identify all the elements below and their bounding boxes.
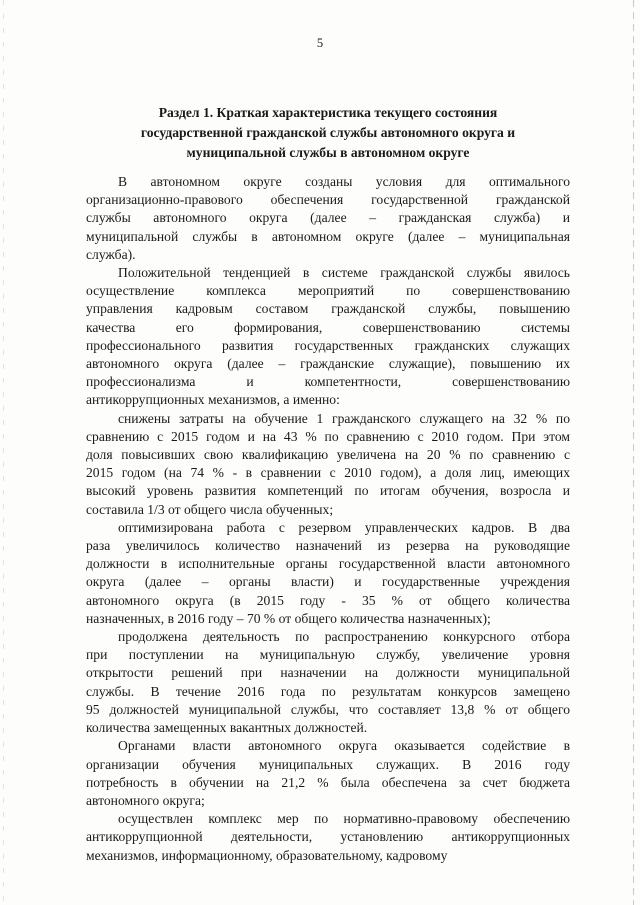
paragraph-line: качества его формирования, совершенствованию системы xyxy=(86,319,570,335)
paragraph-line: службы. В течение 2016 года по результатам конкурсов замещено xyxy=(86,683,570,699)
paragraph xyxy=(86,264,570,410)
section-heading-line: Раздел 1. Краткая характеристика текущего состояния xyxy=(158,105,498,120)
paragraph-line: при поступлении на муниципальную службу, увеличение уровня xyxy=(86,647,570,663)
paragraph-line: профессионализма и компетентности, совершенствованию xyxy=(86,374,570,390)
paragraph-line: назначенных, в 2016 году – 70 % от общего количества назначенных); xyxy=(86,610,491,626)
paragraph-line: 2015 годом (на 74 % - в сравнении с 2010 годом), а доля лиц, имеющих xyxy=(86,465,570,481)
paragraph-line: муниципальной службы в автономном округе (далее – муниципальная xyxy=(86,228,570,244)
paragraph-line: механизмов, информационному, образовательному, кадровому xyxy=(86,847,448,863)
paragraph-line: должности в исполнительные органы государственной власти автономного xyxy=(86,556,570,572)
section-heading-line: государственной гражданской службы автономного округа и xyxy=(140,125,516,140)
paragraph-line: составила 1/3 от общего числа обученных; xyxy=(86,501,334,517)
paragraph-line: В автономном округе созданы условия для оптимального xyxy=(118,174,570,189)
paragraph-line: осуществлен комплекс мер по нормативно-правовому обеспечению xyxy=(118,811,570,827)
paragraph-line: управления кадровым составом гражданской службы, повышению xyxy=(86,301,570,317)
paragraph-line: 95 должностей муниципальной службы, что составляет 13,8 % от общего xyxy=(86,701,570,717)
paragraph-line: оптимизирована работа с резервом управленческих кадров. В два xyxy=(118,519,570,535)
paragraph-line: осуществление комплекса мероприятий по совершенствованию xyxy=(86,283,570,299)
paragraph-line: снижены затраты на обучение 1 гражданского служащего на 32 % по xyxy=(118,410,570,426)
paragraph-line: Положительной тенденцией в системе гражданской службы явилось xyxy=(118,265,570,281)
paragraph-line: продолжена деятельность по распространению конкурсного отбора xyxy=(118,629,570,645)
paragraph-line: автономного округа (далее – гражданские служащие), повышению их xyxy=(86,356,570,372)
paragraph-line: автономного округа (в 2015 году - 35 % от общего количества xyxy=(86,592,570,608)
paragraph-line: профессионального развития государственных гражданских служащих xyxy=(86,337,570,353)
paragraph-line: организации обучения муниципальных служащих. В 2016 году xyxy=(86,756,570,772)
paragraph-line: потребность в обучении на 21,2 % была обеспечена за счет бюджета xyxy=(86,774,570,790)
paragraph xyxy=(86,737,570,810)
paragraph-line: организационно-правового обеспечения государственной гражданской xyxy=(86,192,570,208)
paragraph-line: Органами власти автономного округа оказывается содействие в xyxy=(118,738,570,754)
section-heading-line: муниципальной службы в автономном округе xyxy=(186,145,470,160)
paragraph-line: служба). xyxy=(86,246,136,262)
section-heading xyxy=(86,103,570,163)
paragraph-line: антикоррупционных механизмов, а именно: xyxy=(86,392,340,408)
scan-edge-left xyxy=(3,0,4,905)
paragraph-line: открытости решений при назначении на должности муниципальной xyxy=(86,665,570,681)
paragraph-line: службы автономного округа (далее – гражданская служба) и xyxy=(86,210,570,226)
paragraph xyxy=(86,628,570,737)
paragraph xyxy=(86,810,570,865)
paragraph-line: количества замещенных вакантных должностей. xyxy=(86,720,368,736)
paragraph xyxy=(86,410,570,519)
paragraph-line: доля повысивших свою квалификацию увеличена на 20 % по сравнению с xyxy=(86,447,570,463)
scan-edge-right xyxy=(633,0,634,905)
paragraph xyxy=(86,519,570,628)
paragraph-line: автономного округа; xyxy=(86,792,205,808)
paragraph-line: высокий уровень развития компетенций по итогам обучения, возросла и xyxy=(86,483,570,499)
paragraph-line: раза увеличилось количество назначений из резерва на руководящие xyxy=(86,538,570,554)
paragraph-line: сравнению с 2015 годом и на 43 % по сравнению с 2010 годом. При этом xyxy=(86,428,570,444)
page-number: 5 xyxy=(316,36,324,50)
paragraph-line: антикоррупционной деятельности, установлению антикоррупционных xyxy=(86,829,570,845)
paragraph xyxy=(86,173,570,264)
body-text xyxy=(86,173,570,865)
paragraph-line: округа (далее – органы власти) и государственные учреждения xyxy=(86,574,570,590)
